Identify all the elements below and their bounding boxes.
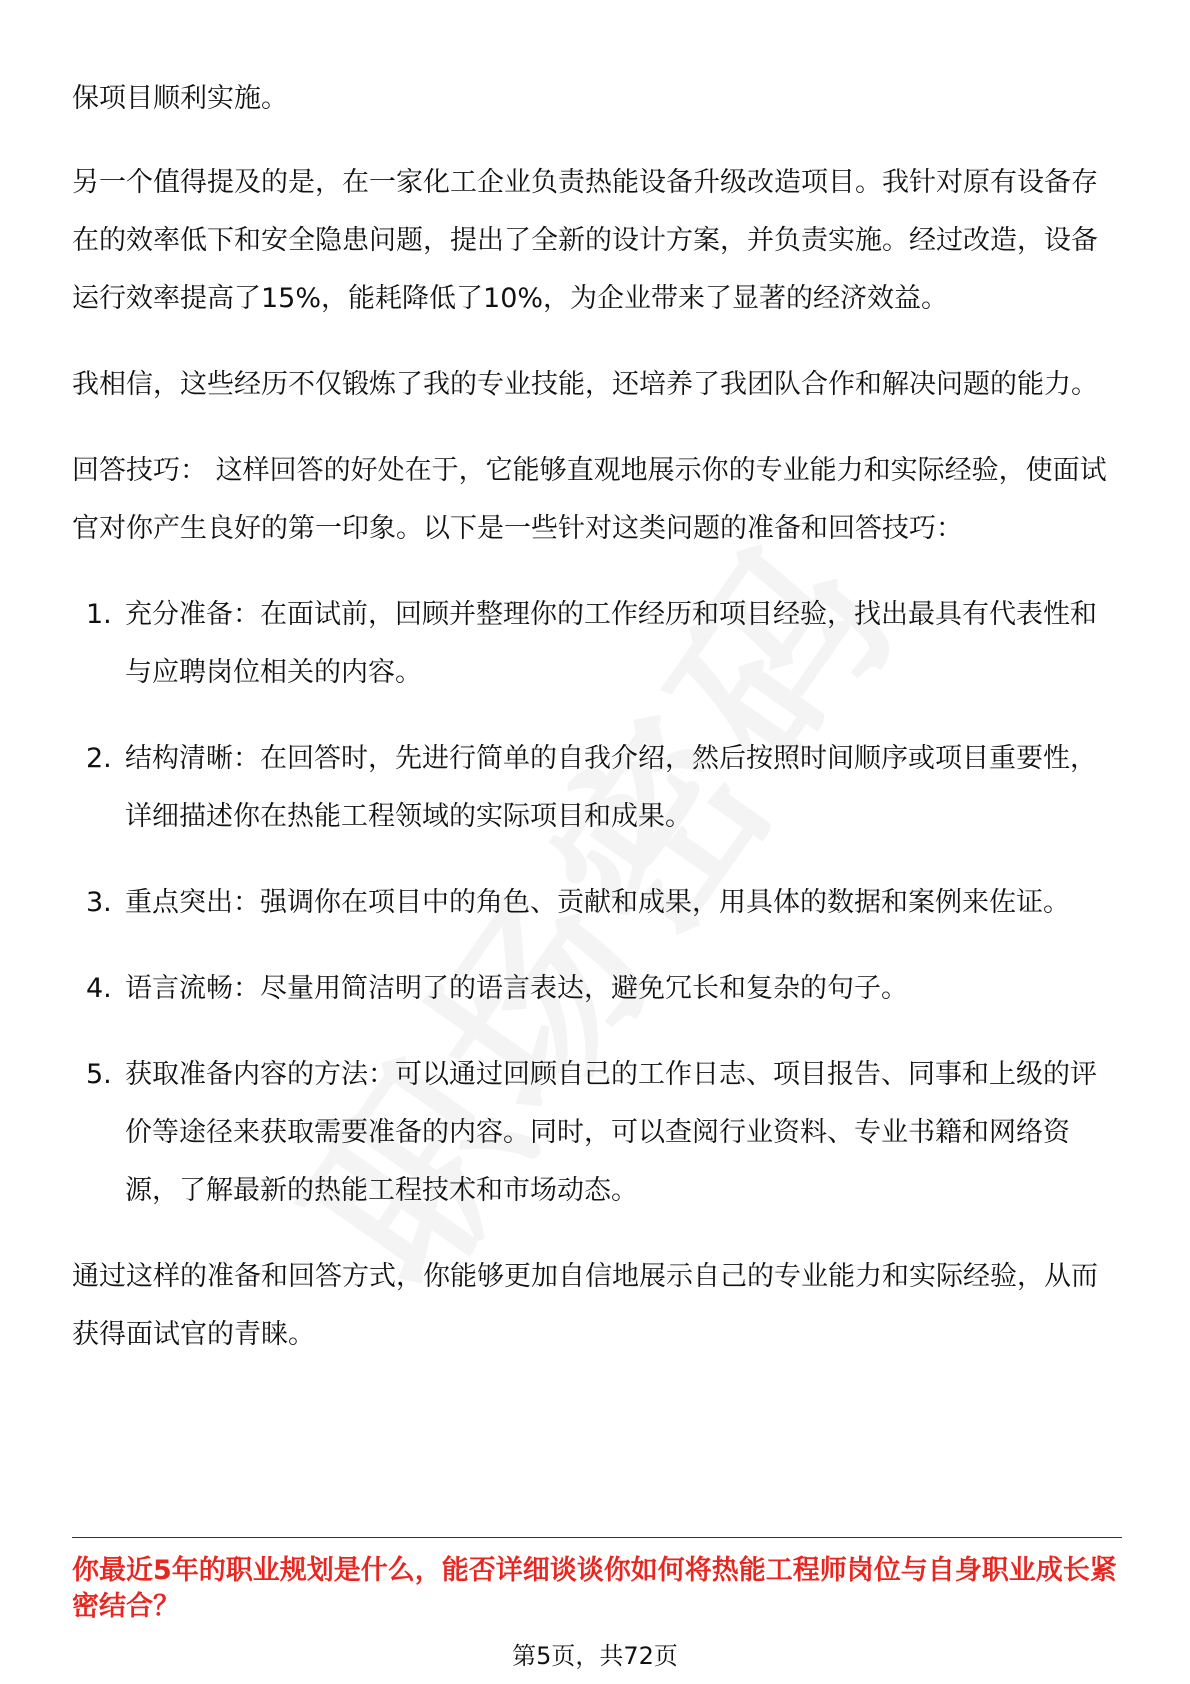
list-item [72,730,1122,846]
paragraph-closing: 通过这样的准备和回答方式，你能够更加自信地展示自己的专业能力和实际经验，从而获得面试官的青睐。 [72,1261,1098,1350]
paragraph-continuation: 保项目顺利实施。 [72,83,288,114]
list-item [72,874,1122,932]
paragraph-project-example: 另一个值得提及的是，在一家化工企业负责热能设备升级改造项目。我针对原有设备存在的效率低下和安全隐患问题，提出了全新的设计方案，并负责实施。经过改造，设备运行效率提高了15%，能耗降低了10%，为企业带来了显著的经济效益。 [72,167,1098,314]
paragraph-answer-tips: 回答技巧： 这样回答的好处在于，它能够直观地展示你的专业能力和实际经验，使面试官对你产生良好的第一印象。以下是一些针对这类问题的准备和回答技巧： [72,455,1107,544]
list-item-text: 重点突出：强调你在项目中的角色、贡献和成果，用具体的数据和案例来佐证。 [125,887,1070,918]
list-item-text: 充分准备：在面试前，回顾并整理你的工作经历和项目经验，找出最具有代表性和与应聘岗位相关的内容。 [125,599,1097,688]
list-item [72,1046,1122,1220]
next-question-heading: 你最近5年的职业规划是什么，能否详细谈谈你如何将热能工程师岗位与自身职业成长紧密结合？ [72,1555,1117,1622]
page-number: 第5页，共72页 [512,1642,678,1670]
list-item [72,586,1122,702]
list-item-number: 3. [86,887,112,918]
document-body [72,70,1122,1392]
list-item-number: 2. [86,743,112,774]
section-divider [72,1537,1122,1538]
list-item-text: 获取准备内容的方法：可以通过回顾自己的工作日志、项目报告、同事和上级的评价等途径来获取需要准备的内容。同时，可以查阅行业资料、专业书籍和网络资源，了解最新的热能工程技术和市场动态。 [125,1059,1097,1206]
paragraph-belief: 我相信，这些经历不仅锻炼了我的专业技能，还培养了我团队合作和解决问题的能力。 [72,369,1098,400]
list-item-number: 5. [86,1059,112,1090]
tips-list [72,586,1122,1220]
list-item-text: 语言流畅：尽量用简洁明了的语言表达，避免冗长和复杂的句子。 [125,973,908,1004]
list-item-number: 4. [86,973,112,1004]
list-item [72,960,1122,1018]
list-item-number: 1. [86,599,112,630]
list-item-text: 结构清晰：在回答时，先进行简单的自我介绍，然后按照时间顺序或项目重要性，详细描述你在热能工程领域的实际项目和成果。 [125,743,1097,832]
